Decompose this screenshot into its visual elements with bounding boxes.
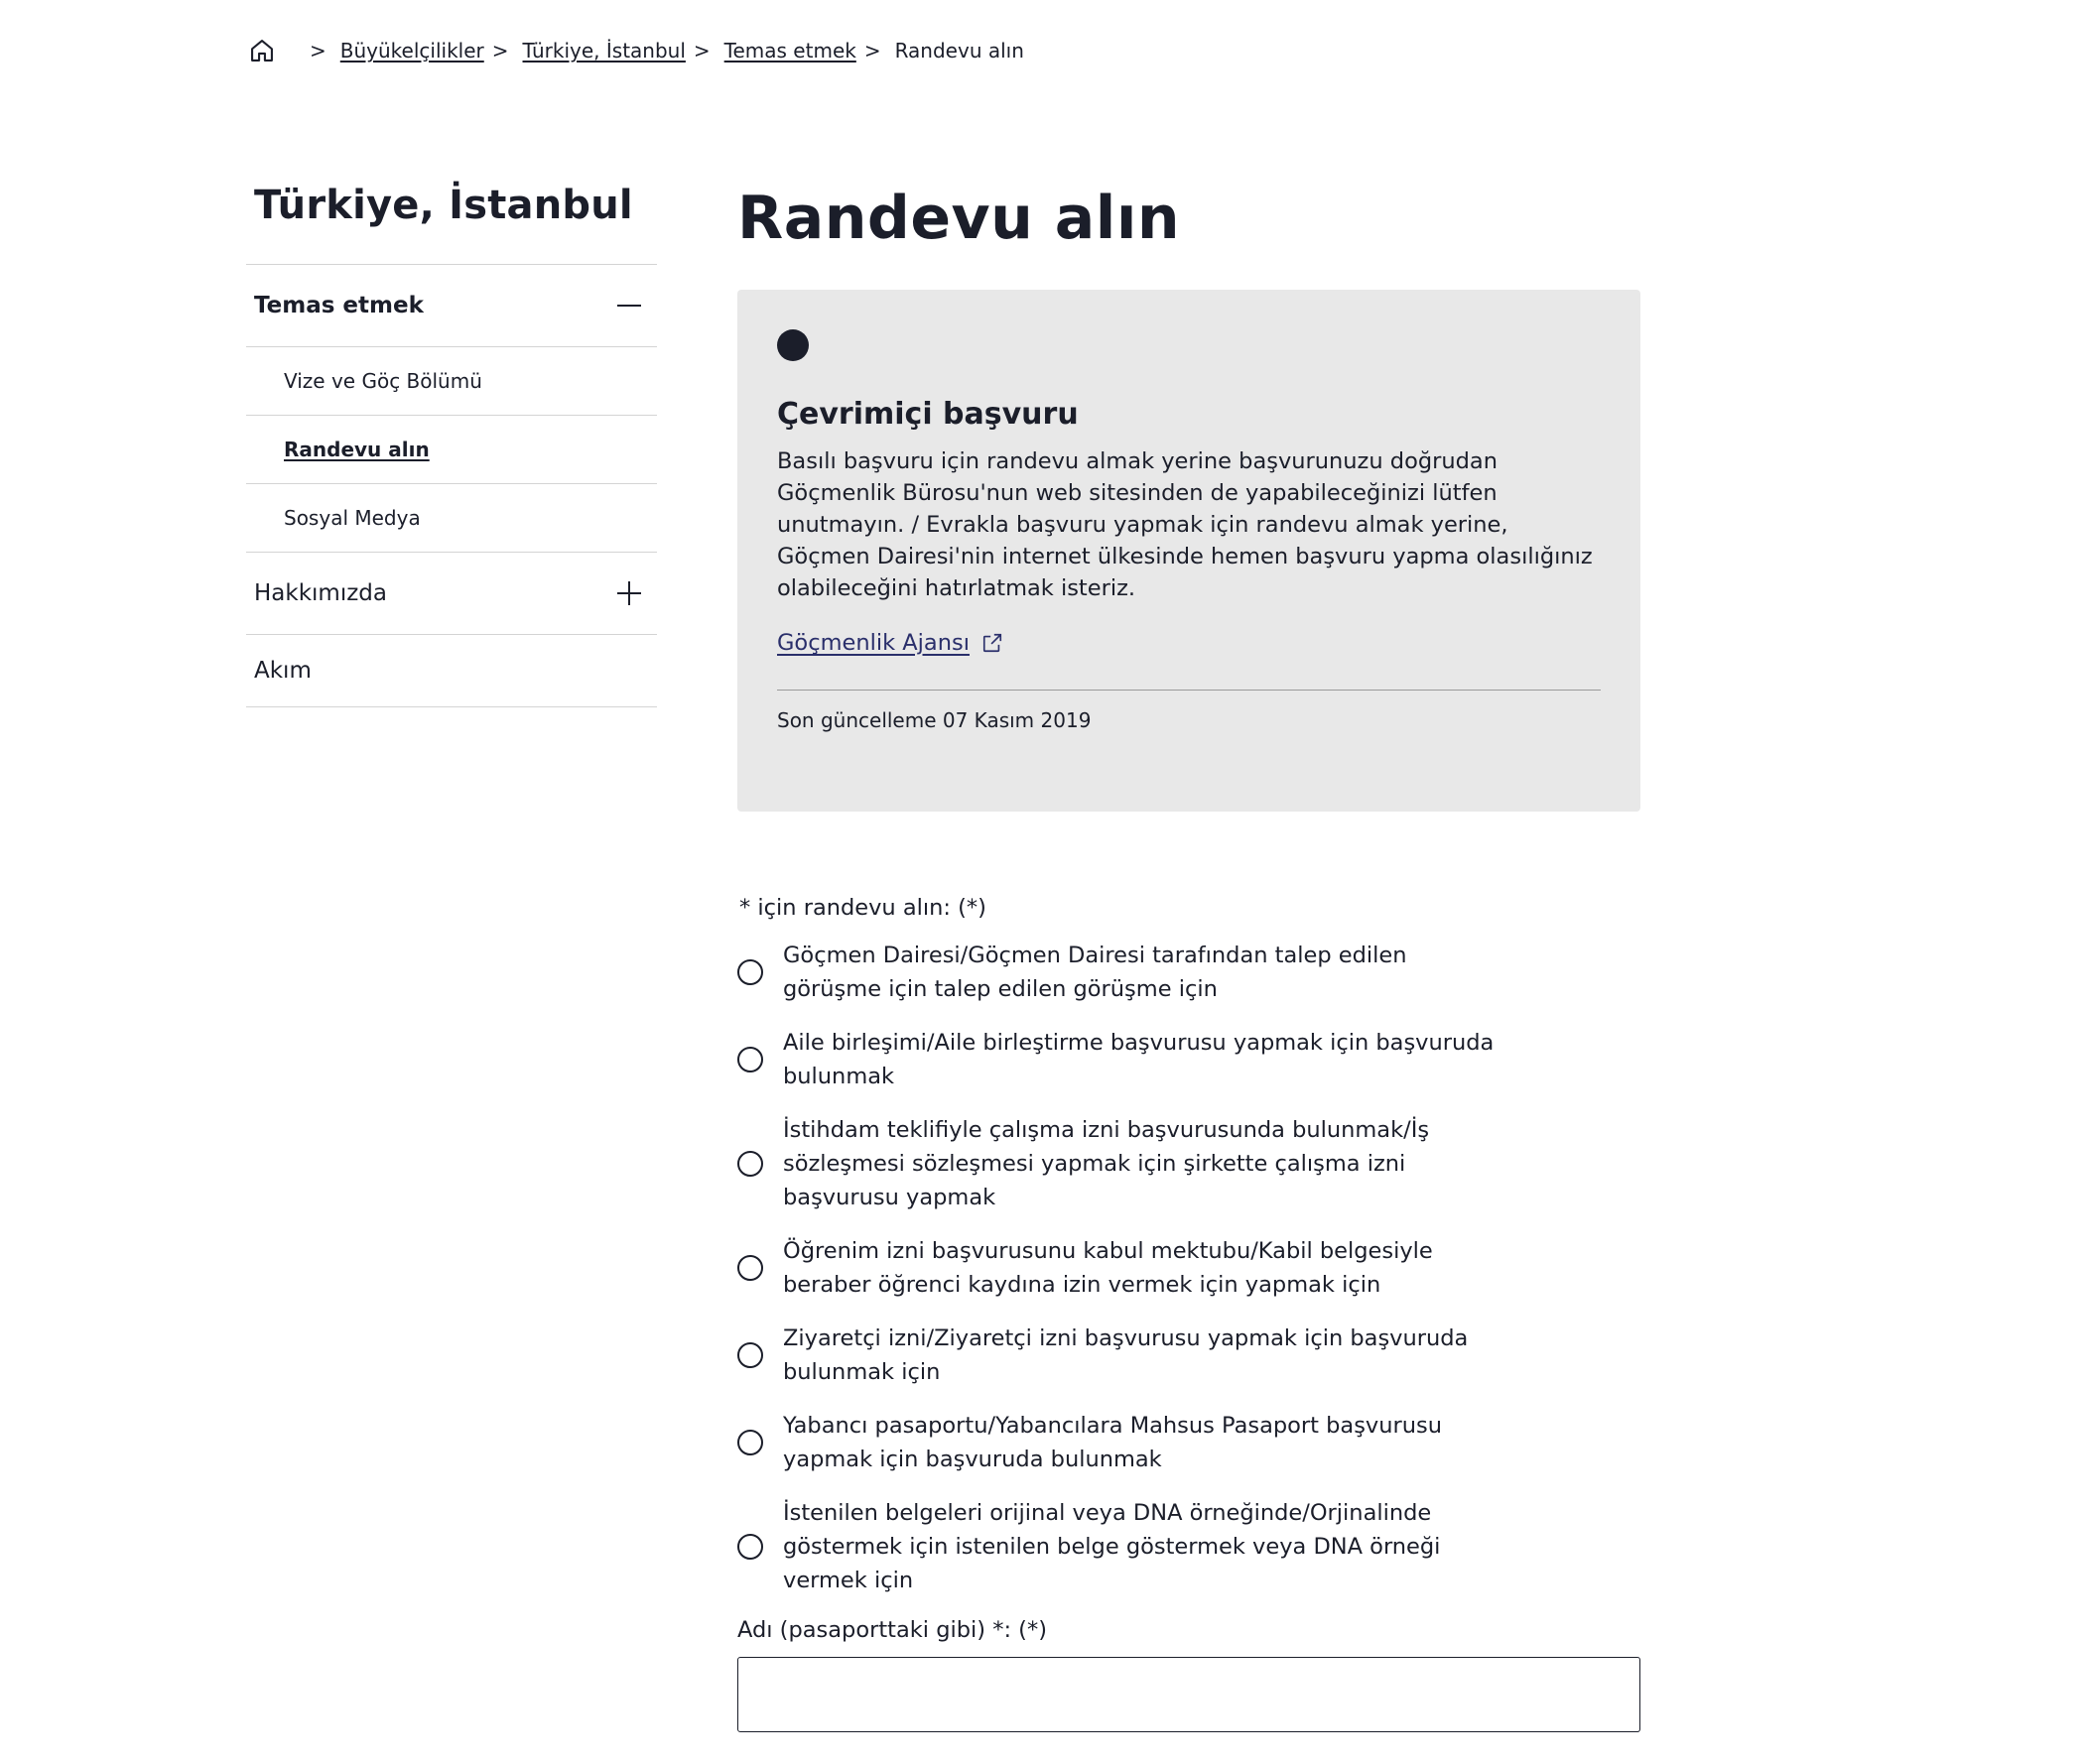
info-dot-icon: [777, 329, 809, 361]
sidebar-item-about[interactable]: [246, 553, 657, 635]
sidebar-subitem-label[interactable]: Sosyal Medya: [284, 506, 421, 530]
radio-label: Aile birleşimi/Aile birleştirme başvurusu yapmak için başvuruda bulunmak: [783, 1030, 1495, 1089]
sidebar-item-label: Temas etmek: [254, 293, 424, 318]
last-updated: Son güncelleme 07 Kasım 2019: [777, 708, 1092, 732]
breadcrumb-separator: >: [693, 39, 711, 63]
page-title: Randevu alın: [737, 184, 1181, 253]
radio-button[interactable]: [737, 1430, 763, 1455]
radio-button[interactable]: [737, 1151, 763, 1177]
migration-agency-link[interactable]: [777, 630, 1003, 656]
sidebar-subitem-visa-migration[interactable]: [246, 347, 657, 416]
radio-option-documents-dna[interactable]: [737, 1496, 1640, 1597]
radio-option-family-reunification[interactable]: [737, 1026, 1640, 1093]
appointment-purpose-label: * için randevu alın: (*): [739, 895, 986, 921]
radio-option-interview[interactable]: [737, 939, 1640, 1006]
info-text: Basılı başvuru için randevu almak yerine başvurunuzu doğrudan Göçmenlik Bürosu'nun web sitesinden de yapabileceğinizi lütfen unutmayın. / Evrakla başvuru yapmak için randevu almak yerine, Göçmen Dairesi'nin internet ülkesinde hemen başvuru yapma olasılığınız olabileceğini hatırlatmak isteriz.: [777, 448, 1593, 601]
radio-label: İstenilen belgeleri orijinal veya DNA örneğinde/Orjinalinde göstermek için istenilen belge göstermek veya DNA örneği vermek için: [783, 1500, 1441, 1593]
breadcrumb-separator: >: [863, 39, 881, 63]
sidebar-subitem-label[interactable]: Randevu alın: [284, 438, 430, 461]
info-divider: [777, 690, 1601, 691]
first-name-input[interactable]: [737, 1657, 1640, 1732]
radio-label: Yabancı pasaportu/Yabancılara Mahsus Pasaport başvurusu yapmak için başvuruda bulunmak: [783, 1413, 1443, 1472]
home-icon[interactable]: [248, 37, 276, 64]
sidebar: [246, 169, 657, 707]
breadcrumb: [248, 34, 1024, 67]
sidebar-subitem-appointment[interactable]: [246, 416, 657, 484]
radio-option-work-permit[interactable]: [737, 1113, 1640, 1214]
radio-label: Göçmen Dairesi/Göçmen Dairesi tarafından talep edilen görüşme için talep edilen görüşme için: [783, 943, 1407, 1002]
radio-option-study-permit[interactable]: [737, 1234, 1640, 1302]
radio-label: Ziyaretçi izni/Ziyaretçi izni başvurusu yapmak için başvuruda bulunmak için: [783, 1325, 1469, 1385]
sidebar-title: Türkiye, İstanbul: [254, 183, 633, 228]
breadcrumb-link-turkey-istanbul[interactable]: Türkiye, İstanbul: [522, 39, 686, 63]
info-box: [737, 290, 1640, 812]
breadcrumb-separator: >: [310, 39, 326, 63]
sidebar-subitem-social-media[interactable]: [246, 484, 657, 553]
info-link-label: Göçmenlik Ajansı: [777, 630, 970, 656]
radio-button[interactable]: [737, 1534, 763, 1560]
first-name-label: Adı (pasaporttaki gibi) *: (*): [737, 1617, 1047, 1643]
breadcrumb-current: Randevu alın: [894, 39, 1024, 63]
breadcrumb-link-contact[interactable]: Temas etmek: [723, 39, 856, 63]
sidebar-item-label: Akım: [254, 658, 312, 684]
radio-button[interactable]: [737, 1342, 763, 1368]
breadcrumb-link-embassies[interactable]: Büyükelçilikler: [339, 39, 484, 63]
sidebar-item-contact[interactable]: [246, 265, 657, 347]
sidebar-item-feed[interactable]: [246, 635, 657, 707]
radio-option-alien-passport[interactable]: [737, 1409, 1640, 1476]
radio-label: İstihdam teklifiyle çalışma izni başvurusunda bulunmak/İş sözleşmesi sözleşmesi yapmak için şirkette çalışma izni başvurusu yapmak: [783, 1117, 1430, 1210]
sidebar-item-label: Hakkımızda: [254, 580, 387, 606]
main-content: [737, 169, 1640, 1732]
minus-icon[interactable]: [617, 294, 641, 317]
external-link-icon: [981, 632, 1003, 654]
plus-icon[interactable]: [617, 581, 641, 605]
sidebar-subitem-label[interactable]: Vize ve Göç Bölümü: [284, 369, 482, 393]
appointment-purpose-options: [737, 939, 1640, 1597]
radio-label: Öğrenim izni başvurusunu kabul mektubu/Kabil belgesiyle beraber öğrenci kaydına izin vermek için yapmak için: [783, 1238, 1433, 1298]
radio-button[interactable]: [737, 1255, 763, 1281]
radio-button[interactable]: [737, 1047, 763, 1072]
sidebar-nav: [246, 264, 657, 707]
radio-option-visitor-permit[interactable]: [737, 1322, 1640, 1389]
info-heading: Çevrimiçi başvuru: [777, 397, 1079, 432]
breadcrumb-separator: >: [491, 39, 509, 63]
radio-button[interactable]: [737, 959, 763, 985]
